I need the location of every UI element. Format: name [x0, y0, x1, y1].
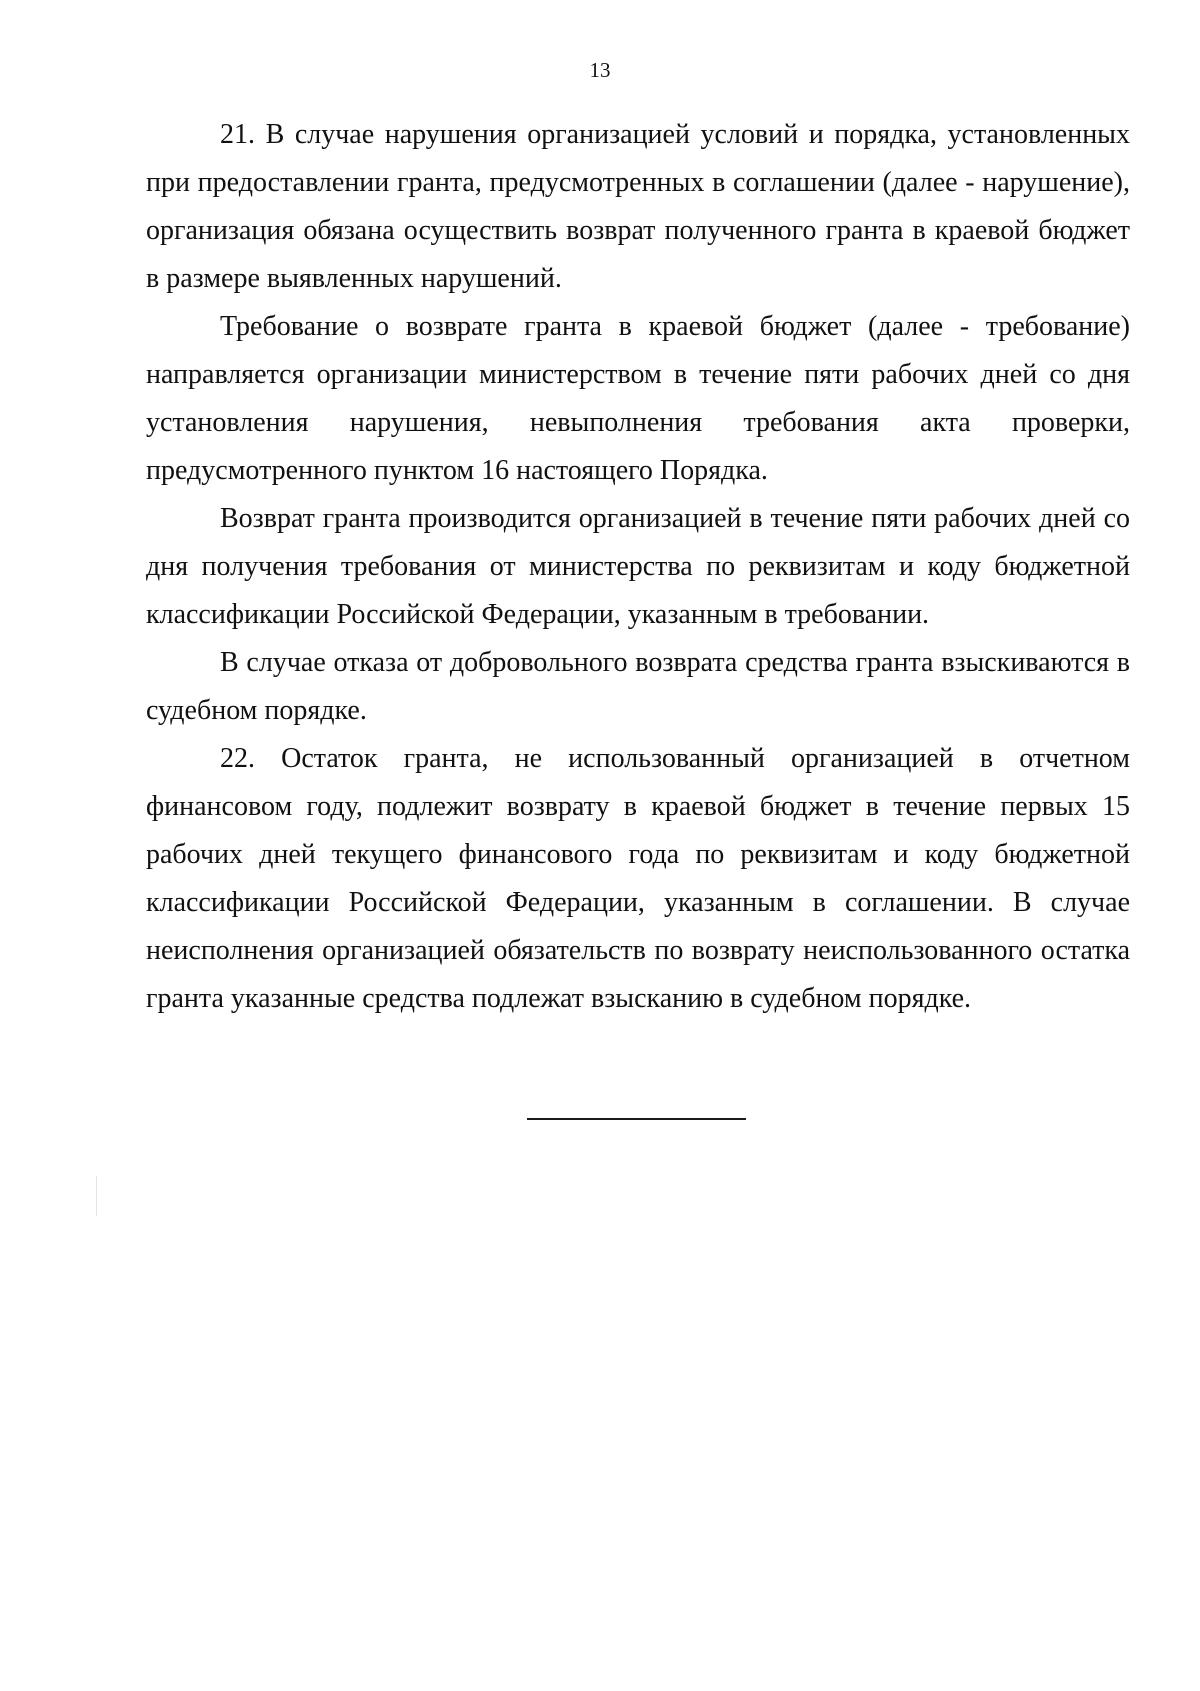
- paragraph-return-demand: Требование о возврате гранта в краевой бюджет (далее - требование) направляется организации министерством в течение пяти рабочих дней со дня установления нарушения, невыполнения требования акта проверки, предусмотренного пунктом 16 настоящего Порядка.: [146, 310, 1130, 486]
- paragraph-21-violation-return: 21. В случае нарушения организацией условий и порядка, установленных при предоставлении гранта, предусмотренных в соглашении (далее - нарушение), организация обязана осуществить возврат полученного гранта в краевой бюджет в размере выявленных нарушений.: [146, 118, 1130, 294]
- paragraph-return-procedure: Возврат гранта производится организацией в течение пяти рабочих дней со дня получения требования от министерства по реквизитам и коду бюджетной классификации Российской Федерации, указанным в требовании.: [146, 502, 1130, 630]
- document-body: [146, 111, 1130, 1023]
- paragraph-judicial-recovery: В случае отказа от добровольного возврата средства гранта взыскиваются в судебном порядке.: [146, 646, 1130, 726]
- paragraph-22-unused-balance: 22. Остаток гранта, не использованный организацией в отчетном финансовом году, подлежит возврату в краевой бюджет в течение первых 15 рабочих дней текущего финансового года по реквизитам и коду бюджетной классификации Российской Федерации, указанным в соглашении. В случае неисполнения организацией обязательств по возврату неиспользованного остатка гранта указанные средства подлежат взысканию в судебном порядке.: [146, 742, 1130, 1014]
- scan-artifact: [96, 1176, 97, 1216]
- end-of-document-rule: [527, 1118, 746, 1120]
- page-number: 13: [589, 58, 611, 82]
